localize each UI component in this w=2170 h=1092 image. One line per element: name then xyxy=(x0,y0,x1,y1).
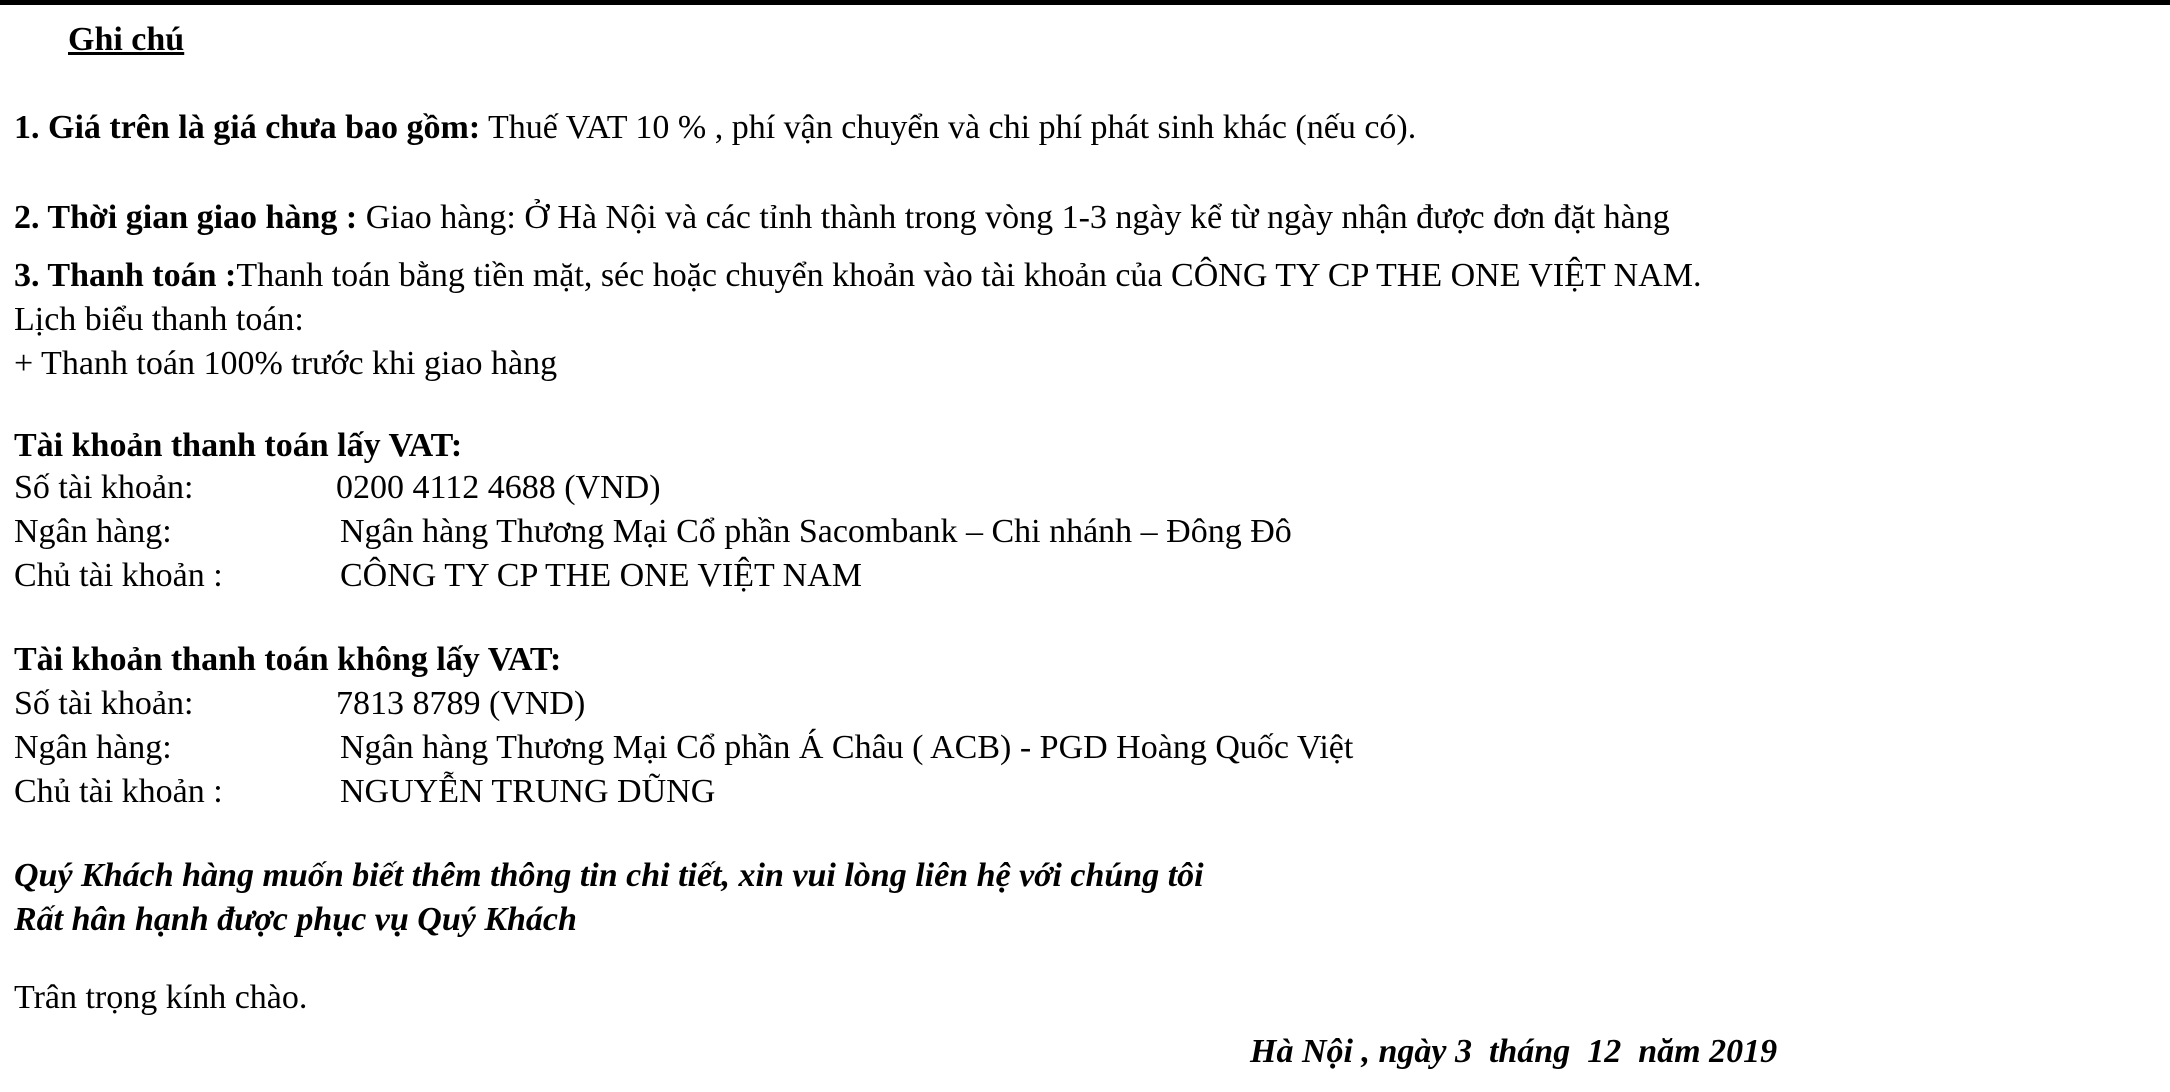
top-border-rule xyxy=(0,0,2170,5)
note-delivery-text: Giao hàng: Ở Hà Nội và các tỉnh thành trong vòng 1-3 ngày kể từ ngày nhận được đơn đặt hàng xyxy=(357,199,1670,236)
note-price-label: 1. Giá trên là giá chưa bao gồm: xyxy=(14,109,481,146)
note-payment-text: Thanh toán bằng tiền mặt, séc hoặc chuyển khoản vào tài khoản của CÔNG TY CP THE ONE VIỆT NAM. xyxy=(236,257,1702,294)
note-payment xyxy=(14,256,1702,296)
non-vat-account-holder-row xyxy=(14,772,715,812)
non-vat-account-bank-label: Ngân hàng: xyxy=(14,729,172,766)
vat-account-holder-label: Chủ tài khoản : xyxy=(14,557,223,594)
payment-schedule-label: Lịch biểu thanh toán: xyxy=(14,301,304,338)
non-vat-account-holder-label: Chủ tài khoản : xyxy=(14,773,223,810)
note-payment-label: 3. Thanh toán : xyxy=(14,257,237,294)
non-vat-account-holder-value: NGUYỄN TRUNG DŨNG xyxy=(340,773,716,810)
note-delivery xyxy=(14,198,1670,238)
non-vat-account-title: Tài khoản thanh toán không lấy VAT: xyxy=(14,641,562,678)
vat-account-holder-row xyxy=(14,556,862,596)
vat-account-bank-row xyxy=(14,512,1292,552)
non-vat-account-number-label: Số tài khoản: xyxy=(14,685,194,722)
note-price-text: Thuế VAT 10 % , phí vận chuyển và chi phí phát sinh khác (nếu có). xyxy=(480,109,1417,146)
vat-account-number-value: 0200 4112 4688 (VND) xyxy=(336,469,661,506)
vat-account-number-label: Số tài khoản: xyxy=(14,469,194,506)
note-delivery-label: 2. Thời gian giao hàng : xyxy=(14,199,358,236)
payment-schedule-item: + Thanh toán 100% trước khi giao hàng xyxy=(14,345,558,382)
closing-honor: Rất hân hạnh được phục vụ Quý Khách xyxy=(14,901,577,938)
vat-account-bank-label: Ngân hàng: xyxy=(14,513,172,550)
non-vat-account-bank-value: Ngân hàng Thương Mại Cổ phần Á Châu ( ACB) - PGD Hoàng Quốc Việt xyxy=(340,729,1354,766)
note-price xyxy=(14,108,1416,148)
non-vat-account-number-row xyxy=(14,684,585,724)
non-vat-account-bank-row xyxy=(14,728,1353,768)
closing-regards: Trân trọng kính chào. xyxy=(14,979,308,1016)
document-date: Hà Nội , ngày 3 tháng 12 năm 2019 xyxy=(1250,1033,1778,1070)
vat-account-holder-value: CÔNG TY CP THE ONE VIỆT NAM xyxy=(340,557,862,594)
vat-account-number-row xyxy=(14,468,661,508)
vat-account-title: Tài khoản thanh toán lấy VAT: xyxy=(14,427,463,464)
notes-heading: Ghi chú xyxy=(68,21,185,58)
vat-account-bank-value: Ngân hàng Thương Mại Cổ phần Sacombank – Chi nhánh – Đông Đô xyxy=(340,513,1292,550)
closing-contact: Quý Khách hàng muốn biết thêm thông tin chi tiết, xin vui lòng liên hệ với chúng tôi xyxy=(14,857,1204,894)
non-vat-account-number-value: 7813 8789 (VND) xyxy=(336,685,586,722)
